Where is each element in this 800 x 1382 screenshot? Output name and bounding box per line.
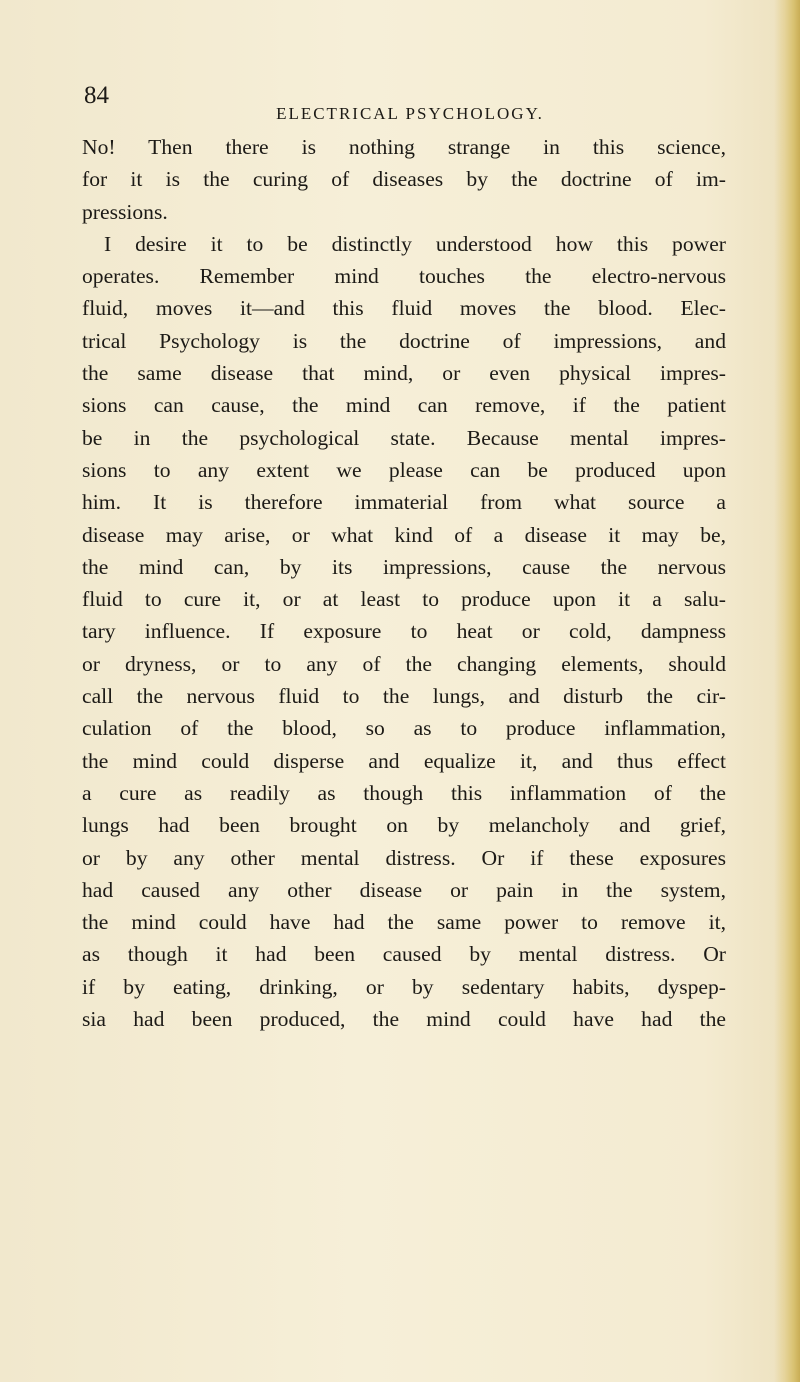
text-line: him. It is therefore immaterial from what source a bbox=[82, 490, 726, 515]
text-line: the mind can, by its impressions, cause the nervous bbox=[82, 554, 726, 579]
body-text bbox=[82, 131, 726, 1035]
text-line: the mind could have had the same power to remove it, bbox=[82, 910, 726, 935]
text-line: disease may arise, or what kind of a disease it may be, bbox=[82, 522, 726, 547]
text-line: or by any other mental distress. Or if these exposures bbox=[82, 845, 726, 870]
text-line: sia had been produced, the mind could have had the bbox=[82, 1007, 726, 1032]
page-number: 84 bbox=[84, 82, 109, 109]
text-line: fluid to cure it, or at least to produce upon it a salu- bbox=[82, 587, 726, 612]
text-line: had caused any other disease or pain in the system, bbox=[82, 877, 726, 902]
text-line: for it is the curing of diseases by the doctrine of im- bbox=[82, 167, 726, 192]
text-line: call the nervous fluid to the lungs, and disturb the cir- bbox=[82, 684, 726, 709]
text-line: a cure as readily as though this inflammation of the bbox=[82, 780, 726, 805]
page-edge-discoloration bbox=[774, 0, 800, 1382]
text-line: the same disease that mind, or even physical impres- bbox=[82, 361, 726, 386]
text-line: lungs had been brought on by melancholy and grief, bbox=[82, 813, 726, 838]
text-line: the mind could disperse and equalize it, and thus effect bbox=[82, 748, 726, 773]
text-line: if by eating, drinking, or by sedentary habits, dyspep- bbox=[82, 974, 726, 999]
text-line: tary influence. If exposure to heat or cold, dampness bbox=[82, 619, 726, 644]
page-header bbox=[84, 82, 724, 122]
text-line: operates. Remember mind touches the electro-nervous bbox=[82, 264, 726, 289]
text-line: or dryness, or to any of the changing elements, should bbox=[82, 651, 726, 676]
text-line: sions to any extent we please can be produced upon bbox=[82, 457, 726, 482]
text-line: culation of the blood, so as to produce inflammation, bbox=[82, 716, 726, 741]
text-line: sions can cause, the mind can remove, if the patient bbox=[82, 393, 726, 418]
text-line: fluid, moves it—and this fluid moves the blood. Elec- bbox=[82, 296, 726, 321]
text-line: No! Then there is nothing strange in this science, bbox=[82, 135, 726, 159]
text-line: trical Psychology is the doctrine of impressions, and bbox=[82, 328, 726, 353]
running-title: ELECTRICAL PSYCHOLOGY. bbox=[276, 104, 544, 123]
text-line: pressions. bbox=[82, 199, 168, 224]
text-line: I desire it to be distinctly understood how this power bbox=[104, 231, 726, 256]
text-line: be in the psychological state. Because mental impres- bbox=[82, 425, 726, 450]
text-line: as though it had been caused by mental distress. Or bbox=[82, 942, 726, 967]
